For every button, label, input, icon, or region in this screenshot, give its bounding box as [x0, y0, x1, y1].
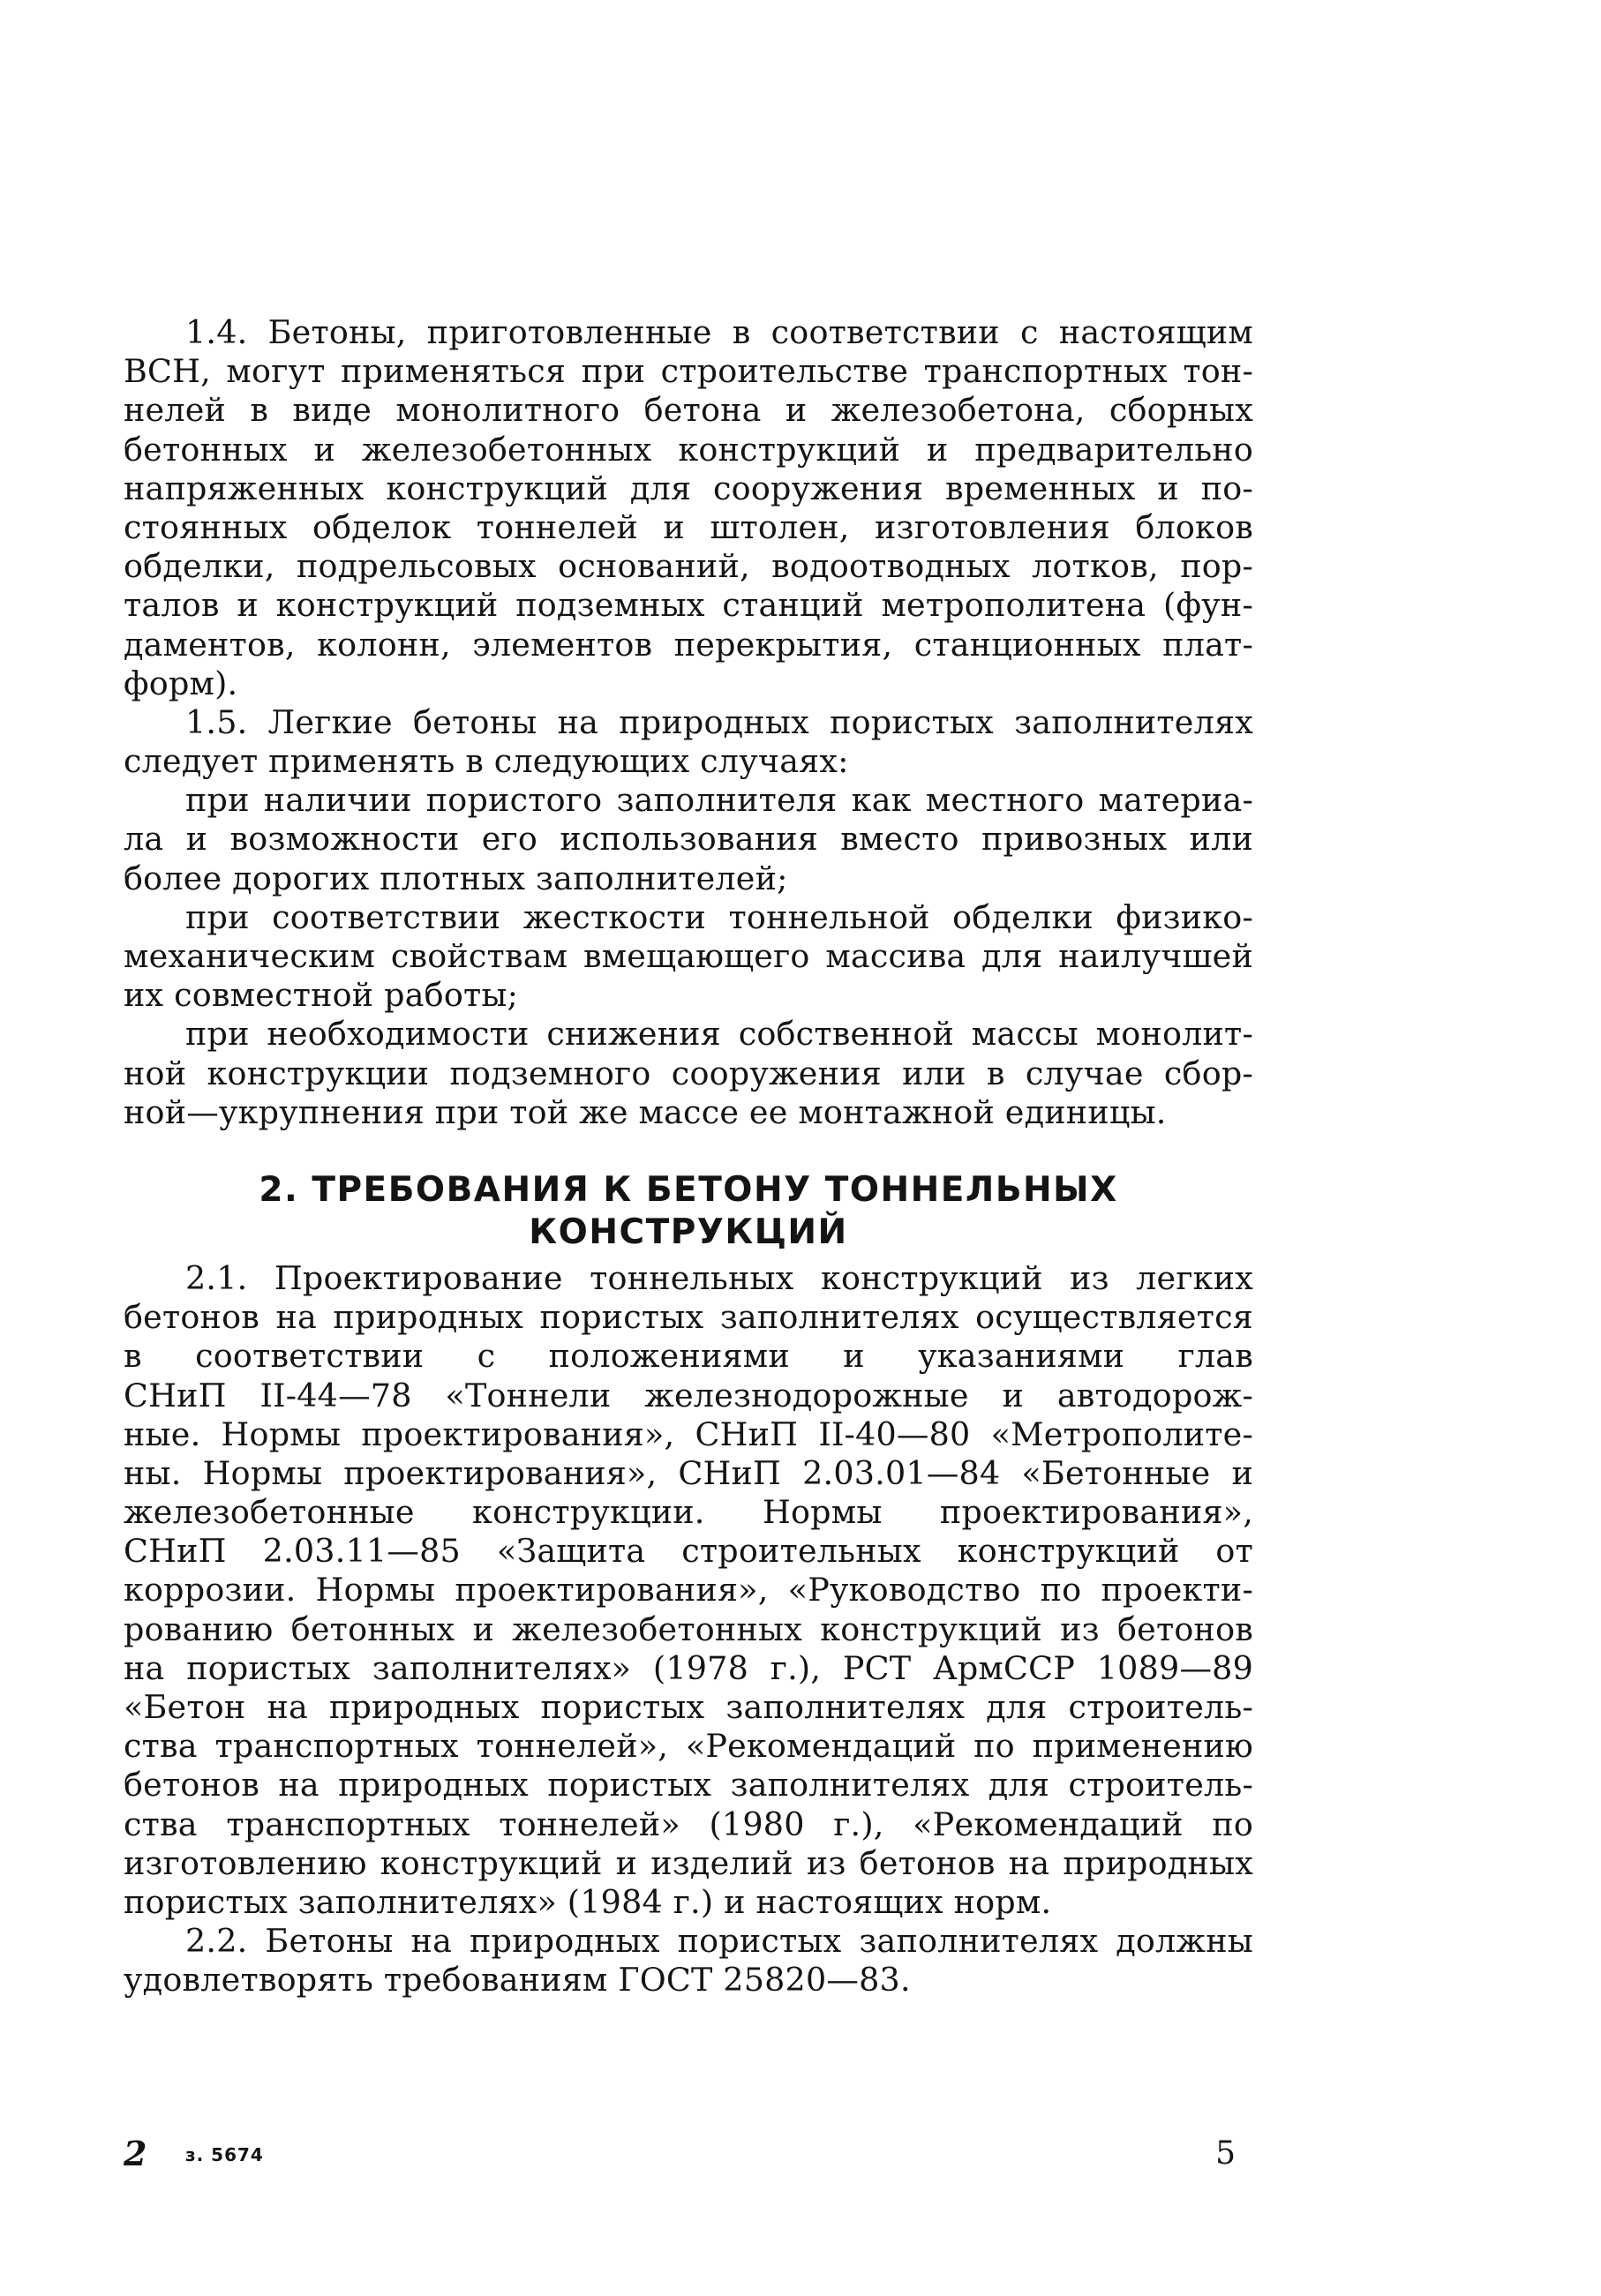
paragraph-line: бетонов на природных пористых заполнителях осуществляется: [124, 1298, 1253, 1337]
paragraph-line: ла и возможности его использования вместо привозных или: [124, 820, 1253, 859]
section-heading-line: 2. ТРЕБОВАНИЯ К БЕТОНУ ТОННЕЛЬНЫХ: [259, 1169, 1118, 1210]
section-2-heading: [124, 1169, 1253, 1254]
paragraph-line: их совместной работы;: [124, 976, 519, 1015]
paragraph-line: СНиП II-44—78 «Тоннели железнодорожные и автодорож-: [124, 1376, 1253, 1414]
paragraph-line: бетонных и железобетонных конструкций и предварительно: [124, 430, 1253, 469]
paragraph-line: при наличии пористого заполнителя как местного материа-: [185, 781, 1253, 820]
case-list-item-3: [124, 1015, 1253, 1132]
paragraph-line: коррозии. Нормы проектирования», «Руководство по проекти-: [124, 1571, 1253, 1609]
paragraph-line: более дорогих плотных заполнителей;: [124, 859, 788, 897]
paragraph-line: стоянных обделок тоннелей и штолен, изготовления блоков: [124, 507, 1253, 546]
paragraph-line: следует применять в следующих случаях:: [124, 742, 849, 781]
order-number: з. 5674: [185, 2144, 264, 2165]
paragraph-line: ной—укрупнения при той же массе ее монтажной единицы.: [124, 1092, 1167, 1131]
paragraph-line: в соответствии с положениями и указаниями глав: [124, 1337, 1253, 1376]
paragraph-line: форм).: [124, 664, 238, 702]
section-heading-line: КОНСТРУКЦИЙ: [529, 1212, 848, 1252]
page-number: 5: [1215, 2135, 1236, 2172]
paragraph-line: 2.2. Бетоны на природных пористых заполнителях должны: [185, 1922, 1253, 1961]
paragraph-line: напряженных конструкций для сооружения временных и по-: [124, 469, 1253, 507]
paragraph-line: ной конструкции подземного сооружения или в случае сбор-: [124, 1054, 1253, 1092]
paragraph-line: талов и конструкций подземных станций метрополитена (фун-: [124, 586, 1253, 625]
page-body: [124, 313, 1253, 2000]
paragraph-line: ства транспортных тоннелей», «Рекомендаций по применению: [124, 1727, 1253, 1766]
paragraph-line: нелей в виде монолитного бетона и железобетона, сборных: [124, 391, 1253, 430]
paragraph-2-1: [124, 1259, 1253, 1922]
case-list-item-1: [124, 781, 1253, 898]
paragraph-line: на пористых заполнителях» (1978 г.), РСТ АрмССР 1089—89: [124, 1648, 1253, 1687]
paragraph-line: рованию бетонных и железобетонных конструкций из бетонов: [124, 1609, 1253, 1648]
paragraph-line: обделки, подрельсовых оснований, водоотводных лотков, пор-: [124, 547, 1253, 586]
paragraph-line: бетонов на природных пористых заполнителях для строитель-: [124, 1766, 1253, 1805]
paragraph-line: ства транспортных тоннелей» (1980 г.), «Рекомендаций по: [124, 1805, 1253, 1843]
case-list-item-2: [124, 898, 1253, 1016]
paragraph-line: 1.5. Легкие бетоны на природных пористых заполнителях: [185, 702, 1253, 741]
paragraph-1-4: [124, 313, 1253, 703]
page-footer: [124, 2134, 1253, 2178]
paragraph-line: пористых заполнителях» (1984 г.) и настоящих норм.: [124, 1882, 1052, 1921]
paragraph-2-2: [124, 1922, 1253, 2000]
paragraph-line: «Бетон на природных пористых заполнителях для строитель-: [124, 1688, 1253, 1726]
paragraph-line: 1.4. Бетоны, приготовленные в соответствии с настоящим: [185, 313, 1253, 351]
paragraph-line: 2.1. Проектирование тоннельных конструкций из легких: [185, 1258, 1253, 1297]
paragraph-line: изготовлению конструкций и изделий из бетонов на природных: [124, 1843, 1253, 1882]
paragraph-line: СНиП 2.03.11—85 «Защита строительных конструкций от: [124, 1532, 1253, 1571]
paragraph-line: удовлетворять требованиям ГОСТ 25820—83.: [124, 1961, 911, 2000]
paragraph-line: железобетонные конструкции. Нормы проектирования»,: [124, 1493, 1253, 1532]
paragraph-1-5: [124, 703, 1253, 781]
paragraph-line: ВСН, могут применяться при строительстве транспортных тон-: [124, 352, 1253, 391]
signature-mark: 2: [124, 2134, 147, 2173]
paragraph-line: ны. Нормы проектирования», СНиП 2.03.01—84 «Бетонные и: [124, 1453, 1253, 1492]
paragraph-line: ные. Нормы проектирования», СНиП II-40—80 «Метрополите-: [124, 1414, 1253, 1453]
paragraph-line: механическим свойствам вмещающего массива для наилучшей: [124, 937, 1253, 975]
paragraph-line: даментов, колонн, элементов перекрытия, станционных плат-: [124, 625, 1253, 664]
paragraph-line: при соответствии жесткости тоннельной обделки физико-: [185, 897, 1253, 936]
paragraph-line: при необходимости снижения собственной массы монолит-: [185, 1015, 1253, 1054]
